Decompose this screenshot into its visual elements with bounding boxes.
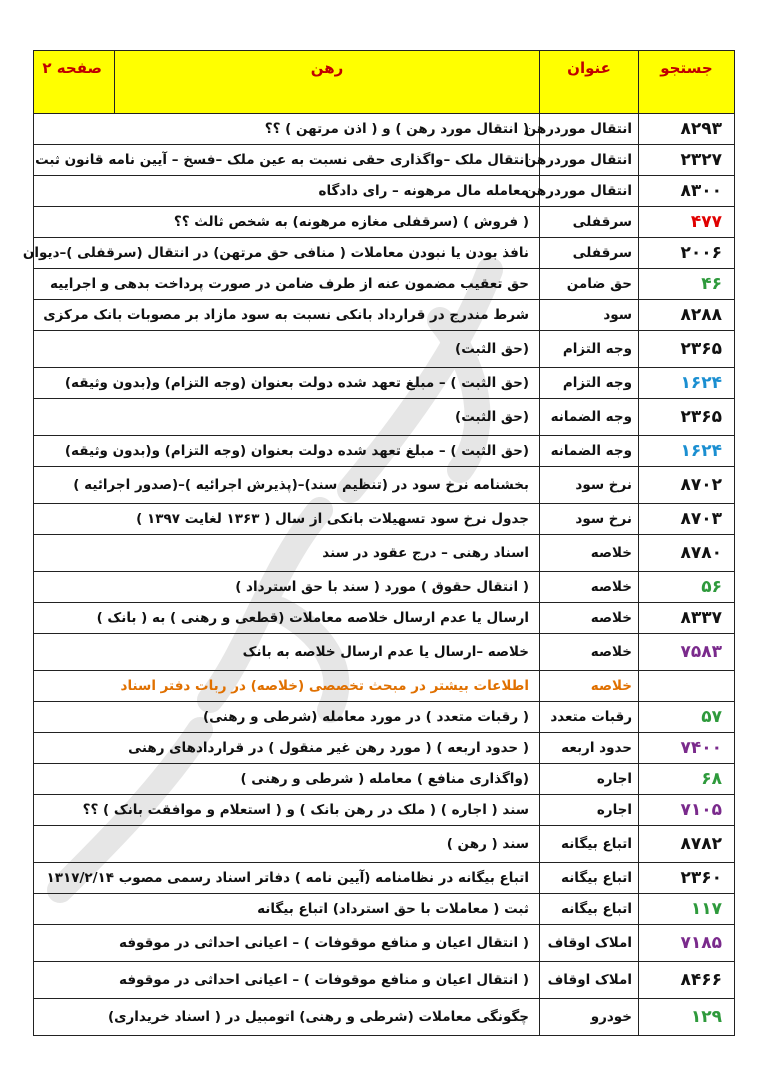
row-number: ۸۲۹۳: [639, 114, 735, 145]
row-title: خلاصه: [540, 603, 639, 634]
table-row: [34, 863, 735, 894]
row-title: خلاصه: [540, 572, 639, 603]
header-page: صفحه ۲: [34, 51, 115, 114]
row-number: ۸۷۰۲: [639, 467, 735, 504]
row-description: حق تعقیب مضمون عنه از طرف ضامن در صورت پرداخت بدهی و اجراییه: [34, 269, 540, 300]
row-number: ۱۶۲۴: [639, 368, 735, 399]
row-description: اطلاعات بیشتر در مبحث تخصصی (خلاصه) در ربات دفتر اسناد: [34, 671, 540, 702]
table-row: [34, 504, 735, 535]
row-description: (حق الثبت ) – مبلغ تعهد شده دولت بعنوان (وجه التزام) و(بدون وثیقه): [34, 436, 540, 467]
row-number: ۲۳۶۰: [639, 863, 735, 894]
row-number: ۸۴۶۶: [639, 962, 735, 999]
table-row: [34, 999, 735, 1036]
row-description: ارسال یا عدم ارسال خلاصه معاملات (قطعی و رهنی ) به ( بانک ): [34, 603, 540, 634]
table-row: [34, 603, 735, 634]
header-row: [34, 51, 735, 114]
row-description: ( انتقال اعیان و منافع موقوفات ) – اعیانی احداثی در موقوفه: [34, 925, 540, 962]
table-row: [34, 925, 735, 962]
row-number: ۴۷۷: [639, 207, 735, 238]
row-title: حق ضامن: [540, 269, 639, 300]
row-title: اجاره: [540, 764, 639, 795]
row-description: جدول نرخ سود تسهیلات بانکی از سال ( ۱۳۶۳ لغایت ۱۳۹۷ ): [34, 504, 540, 535]
row-description: ( حدود اربعه ) ( مورد رهن غیر منقول ) در قراردادهای رهنی: [34, 733, 540, 764]
row-title: اتباع بیگانه: [540, 894, 639, 925]
row-description: (حق الثبت): [34, 331, 540, 368]
table-row: [34, 826, 735, 863]
table-row: [34, 331, 735, 368]
row-description: خلاصه –ارسال یا عدم ارسال خلاصه به بانک: [34, 634, 540, 671]
row-description: چگونگی معاملات (شرطی و رهنی) اتومبیل در ( اسناد خریداری): [34, 999, 540, 1036]
table-row: [34, 269, 735, 300]
row-number: ۲۰۰۶: [639, 238, 735, 269]
table-row: [34, 764, 735, 795]
row-title: انتقال موردرهن: [540, 114, 639, 145]
row-description: بخشنامه نرخ سود در (تنظیم سند)–(پذیرش اجرائیه )–(صدور اجرائیه ): [34, 467, 540, 504]
header-main: رهن: [115, 51, 540, 114]
row-title: انتقال موردرهن: [540, 145, 639, 176]
row-title: رقبات متعدد: [540, 702, 639, 733]
table-row: [34, 176, 735, 207]
row-description: (حق الثبت): [34, 399, 540, 436]
row-description: نافذ بودن یا نبودن معاملات ( منافی حق مرتهن) در انتقال (سرقفلی )–دیوان: [34, 238, 540, 269]
row-title: اتباع بیگانه: [540, 826, 639, 863]
table-row: [34, 962, 735, 999]
row-title: خلاصه: [540, 634, 639, 671]
row-number: ۸۷۰۳: [639, 504, 735, 535]
row-title: وجه التزام: [540, 331, 639, 368]
row-number: ۵۶: [639, 572, 735, 603]
table-row: [34, 535, 735, 572]
row-title: وجه التزام: [540, 368, 639, 399]
row-title: وجه الضمانه: [540, 436, 639, 467]
row-number: ۷۵۸۳: [639, 634, 735, 671]
row-number: ۷۴۰۰: [639, 733, 735, 764]
row-number: ۸۲۸۸: [639, 300, 735, 331]
row-number: ۶۸: [639, 764, 735, 795]
row-title: اتباع بیگانه: [540, 863, 639, 894]
row-number: ۸۷۸۰: [639, 535, 735, 572]
row-description: سند ( رهن ): [34, 826, 540, 863]
row-number: ۸۷۸۲: [639, 826, 735, 863]
row-description: (حق الثبت ) – مبلغ تعهد شده دولت بعنوان (وجه التزام) و(بدون وثیقه): [34, 368, 540, 399]
row-title: سرقفلی: [540, 238, 639, 269]
row-title: سود: [540, 300, 639, 331]
row-number: ۸۳۳۷: [639, 603, 735, 634]
row-number: ۲۳۲۷: [639, 145, 735, 176]
row-number: ۲۳۶۵: [639, 399, 735, 436]
row-title: املاک اوقاف: [540, 925, 639, 962]
row-description: سند ( اجاره ) ( ملک در رهن بانک ) و ( استعلام و موافقت بانک ) ؟؟: [34, 795, 540, 826]
row-number: ۱۲۹: [639, 999, 735, 1036]
row-number: [639, 671, 735, 702]
row-title: خودرو: [540, 999, 639, 1036]
row-title: سرقفلی: [540, 207, 639, 238]
row-description: شرط مندرج در قرارداد بانکی نسبت به سود مازاد بر مصوبات بانک مرکزی: [34, 300, 540, 331]
row-title: خلاصه: [540, 535, 639, 572]
table-row: [34, 702, 735, 733]
row-number: ۲۳۶۵: [639, 331, 735, 368]
row-number: ۴۶: [639, 269, 735, 300]
table-row: [34, 795, 735, 826]
row-number: ۸۳۰۰: [639, 176, 735, 207]
row-title: نرخ سود: [540, 504, 639, 535]
table-row: [34, 207, 735, 238]
table-row: [34, 436, 735, 467]
row-title: نرخ سود: [540, 467, 639, 504]
row-description: ( انتقال اعیان و منافع موقوفات ) – اعیانی احداثی در موقوفه: [34, 962, 540, 999]
table-row: [34, 572, 735, 603]
row-title: املاک اوقاف: [540, 962, 639, 999]
row-description: ثبت ( معاملات با حق استرداد) اتباع بیگانه: [34, 894, 540, 925]
table-row: [34, 634, 735, 671]
table-row: [34, 399, 735, 436]
row-description: اسناد رهنی – درج عقود در سند: [34, 535, 540, 572]
row-number: ۵۷: [639, 702, 735, 733]
table-row: [34, 300, 735, 331]
row-title: انتقال موردرهن: [540, 176, 639, 207]
row-description: ( فروش ) (سرقفلی مغازه مرهونه) به شخص ثالث ؟؟: [34, 207, 540, 238]
row-number: ۱۱۷: [639, 894, 735, 925]
row-description: معامله مال مرهونه – رای دادگاه: [34, 176, 540, 207]
row-description: انتقال ملک –واگذاری حقی نسبت به عین ملک –فسخ – آیین نامه قانون ثبت: [34, 145, 540, 176]
row-number: ۱۶۲۴: [639, 436, 735, 467]
row-title: اجاره: [540, 795, 639, 826]
index-table: [22, 50, 735, 1036]
table-row: [34, 114, 735, 145]
table-row: [34, 894, 735, 925]
row-description: (واگذاری منافع ) معامله ( شرطی و رهنی ): [34, 764, 540, 795]
row-description: ( انتقال حقوق ) مورد ( سند با حق استرداد ): [34, 572, 540, 603]
header-title: عنوان: [540, 51, 639, 114]
row-number: ۷۱۸۵: [639, 925, 735, 962]
row-description: ( انتقال مورد رهن ) و ( اذن مرتهن ) ؟؟: [34, 114, 540, 145]
table-row: [34, 368, 735, 399]
table-row: [34, 467, 735, 504]
row-title: حدود اربعه: [540, 733, 639, 764]
table-row: [34, 733, 735, 764]
row-title: وجه الضمانه: [540, 399, 639, 436]
header-search: جستجو: [639, 51, 735, 114]
table-row: [34, 671, 735, 702]
row-description: ( رقبات متعدد ) در مورد معامله (شرطی و رهنی): [34, 702, 540, 733]
table-row: [34, 145, 735, 176]
row-number: ۷۱۰۵: [639, 795, 735, 826]
table-row: [34, 238, 735, 269]
row-description: اتباع بیگانه در نظامنامه (آیین نامه ) دفاتر اسناد رسمی مصوب ۱۳۱۷/۲/۱۴: [34, 863, 540, 894]
row-title: خلاصه: [540, 671, 639, 702]
